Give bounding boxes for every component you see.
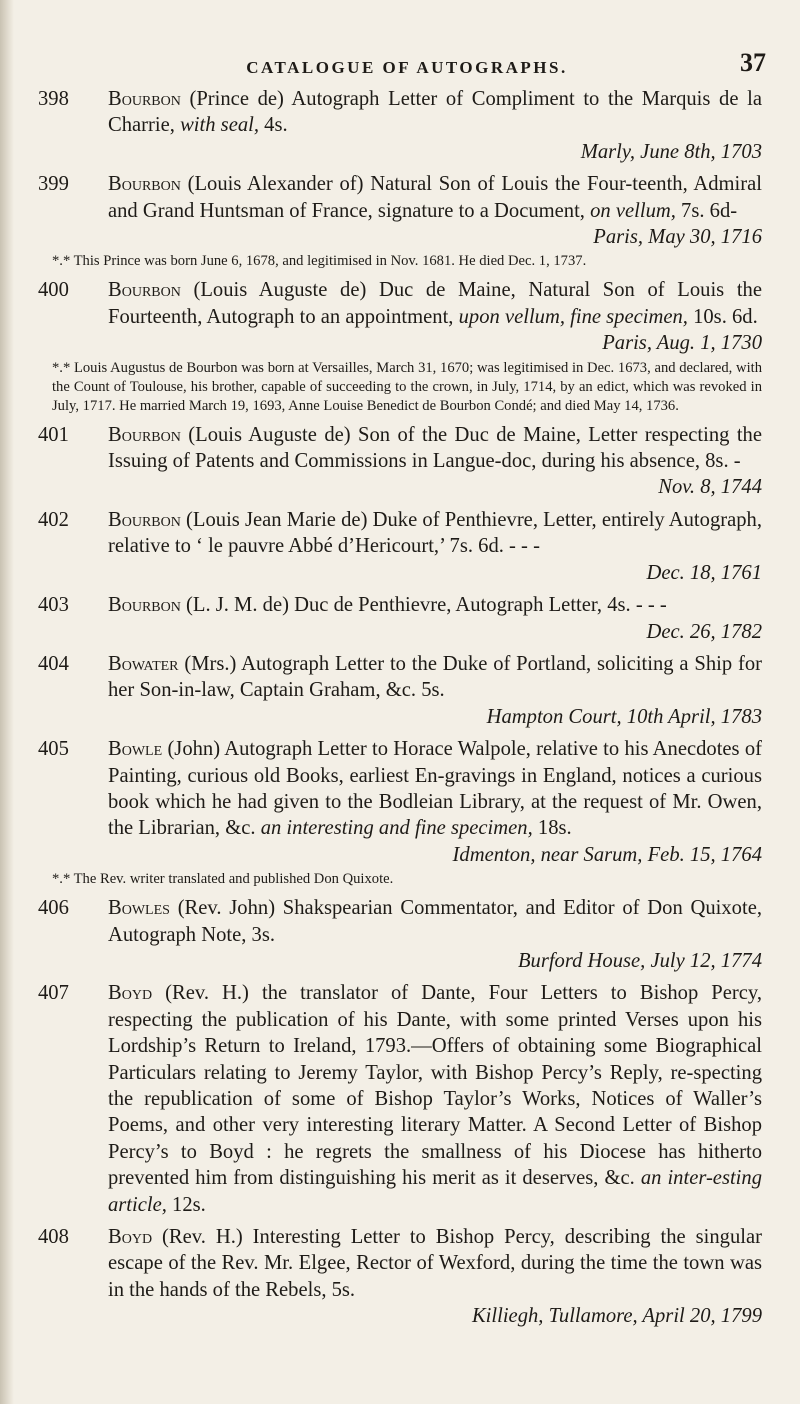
- catalogue-entry: [38, 422, 762, 501]
- entry-description: (L. J. M. de) Duc de Penthievre, Autograph Letter, 4s. - - -: [180, 594, 667, 617]
- entry-italic-note: with seal,: [180, 114, 260, 137]
- entry-name: Boyd: [108, 1226, 153, 1249]
- entry-description: (Rev. John) Shakspearian Commentator, and Editor of Don Quixote, Autograph Note, 3s.: [108, 897, 762, 946]
- entry-description: (Louis Jean Marie de) Duke of Penthievre, Letter, entirely Autograph, relative to ‘ le pauvre Abbé d’Hericourt,’ 7s. 6d. - - -: [108, 508, 762, 558]
- catalogue-page: [38, 0, 766, 1330]
- entry-number: 399: [38, 173, 69, 196]
- entry-description: (Louis Auguste de) Son of the Duc de Maine, Letter respecting the Issuing of Patents and Commissions in Langue-doc, during his absence, 8s. -: [108, 423, 762, 473]
- running-title: CATALOGUE OF AUTOGRAPHS.: [246, 58, 568, 77]
- entry-name: Bourbon: [108, 88, 181, 110]
- page-binding-edge: [0, 0, 14, 1404]
- entry-name: Bourbon: [108, 508, 181, 531]
- catalogue-entry: [38, 651, 762, 730]
- entry-place-date: Dec. 26, 1782: [646, 620, 762, 643]
- entry-description: (Prince de) Autograph Letter of Compliment to the Marquis de la Charrie,: [108, 88, 762, 137]
- catalogue-entry: [38, 1224, 762, 1330]
- entry-name: Bowles: [108, 897, 170, 920]
- entry-name: Bowater: [108, 652, 179, 675]
- entry-description: (Rev. H.) the translator of Dante, Four Letters to Bishop Percy, respecting the publication of his Dante, with some printed Verses upon his Lordship’s Return to Ireland, 1793.—Offers of obtaining some Biographical Particulars relating to Jeremy Taylor, with Bishop Percy’s Reply, re-specting the republication of some of Bishop Taylor’s Works, Notices of Waller’s Poems, and other very interesting literary Matter. A Second Letter of Bishop Percy’s to Boyd : he regrets the smallness of his Diocese has hitherto prevented him from distinguishing his merit as it deserves, &c.: [108, 982, 762, 1190]
- entry-number: 400: [38, 279, 69, 302]
- catalogue-entry: [38, 171, 762, 250]
- entry-place-date: Hampton Court, 10th April, 1783: [486, 705, 762, 728]
- entry-number: 406: [38, 897, 69, 920]
- entry-italic-note: on vellum,: [590, 199, 676, 222]
- entry-place-date: Paris, Aug. 1, 1730: [602, 332, 762, 355]
- catalogue-entry: [38, 736, 762, 868]
- page-number: 37: [740, 48, 766, 77]
- entry-name: Boyd: [108, 982, 153, 1005]
- entry-number: 402: [38, 508, 69, 531]
- catalogue-entry: [38, 980, 762, 1218]
- entry-number: 408: [38, 1226, 69, 1249]
- entry-number: 404: [38, 652, 69, 675]
- entry-number: 405: [38, 738, 69, 761]
- entry-description: (Louis Alexander of) Natural Son of Louis the Four-teenth, Admiral and Grand Huntsman of France, signature to a Document,: [108, 173, 762, 222]
- entry-number: 407: [38, 982, 69, 1005]
- entry-description: (Louis Auguste de) Duc de Maine, Natural Son of Louis the Fourteenth, Autograph to an appointment,: [108, 279, 762, 328]
- entry-list: [38, 86, 762, 1330]
- entry-place-date: Nov. 8, 1744: [658, 476, 762, 499]
- entry-name: Bourbon: [108, 173, 181, 196]
- catalogue-entry: [38, 592, 762, 645]
- entry-number: 403: [38, 594, 69, 617]
- entry-italic-note: an inter-esting article,: [108, 1167, 762, 1216]
- entry-price: 7s. 6d-: [675, 199, 738, 222]
- catalogue-entry: [38, 86, 762, 165]
- entry-price: 18s.: [532, 817, 572, 840]
- catalogue-entry: [38, 895, 762, 974]
- entry-description: (Rev. H.) Interesting Letter to Bishop Percy, describing the singular escape of the Rev. Mr. Elgee, Rector of Wexford, during the time the town was in the hands of the Rebels, 5s.: [108, 1226, 762, 1301]
- entry-name: Bourbon: [108, 423, 181, 446]
- entry-place-date: Burford House, July 12, 1774: [517, 949, 762, 972]
- entry-place-date: Killiegh, Tullamore, April 20, 1799: [471, 1305, 762, 1328]
- catalogue-entry: [38, 277, 762, 356]
- entry-footnote: *.* The Rev. writer translated and published Don Quixote.: [52, 871, 394, 888]
- entry-place-date: Marly, June 8th, 1703: [580, 140, 762, 163]
- entry-name: Bowle: [108, 738, 163, 761]
- entry-number: 401: [38, 423, 69, 446]
- page-header: [52, 0, 766, 86]
- entry-place-date: Idmenton, near Sarum, Feb. 15, 1764: [452, 843, 762, 866]
- entry-footnote: *.* Louis Augustus de Bourbon was born at Versailles, March 31, 1670; was legitimised in Dec. 1673, and declared, with the Count of Toulouse, his brother, capable of succeeding to the crown, in July, 1714, by an edict, which was revoked in July, 1717. He married March 19, 1693, Anne Louise Benedict de Bourbon Condé; and died May 14, 1736.: [52, 359, 762, 414]
- entry-name: Bourbon: [108, 594, 181, 617]
- catalogue-entry: [38, 507, 762, 586]
- entry-price: 10s. 6d.: [687, 305, 758, 328]
- entry-footnote: *.* This Prince was born June 6, 1678, and legitimised in Nov. 1681. He died Dec. 1, 1737.: [52, 253, 587, 270]
- entry-place-date: Paris, May 30, 1716: [593, 226, 762, 249]
- entry-place-date: Dec. 18, 1761: [646, 561, 762, 584]
- entry-price: 12s.: [166, 1193, 206, 1216]
- entry-italic-note: an interesting and fine specimen,: [260, 817, 533, 840]
- entry-number: 398: [38, 88, 69, 110]
- entry-description: (Mrs.) Autograph Letter to the Duke of Portland, soliciting a Ship for her Son-in-law, Captain Graham, &c. 5s.: [108, 652, 762, 702]
- entry-italic-note: upon vellum, fine specimen,: [458, 305, 688, 328]
- entry-description: (John) Autograph Letter to Horace Walpole, relative to his Anecdotes of Painting, curious old Books, earliest En-gravings in England, notices a curious book which he had given to the Bodleian Library, at the request of Mr. Owen, the Librarian, &c.: [108, 738, 762, 840]
- entry-price: 4s.: [259, 114, 288, 137]
- entry-name: Bourbon: [108, 279, 181, 302]
